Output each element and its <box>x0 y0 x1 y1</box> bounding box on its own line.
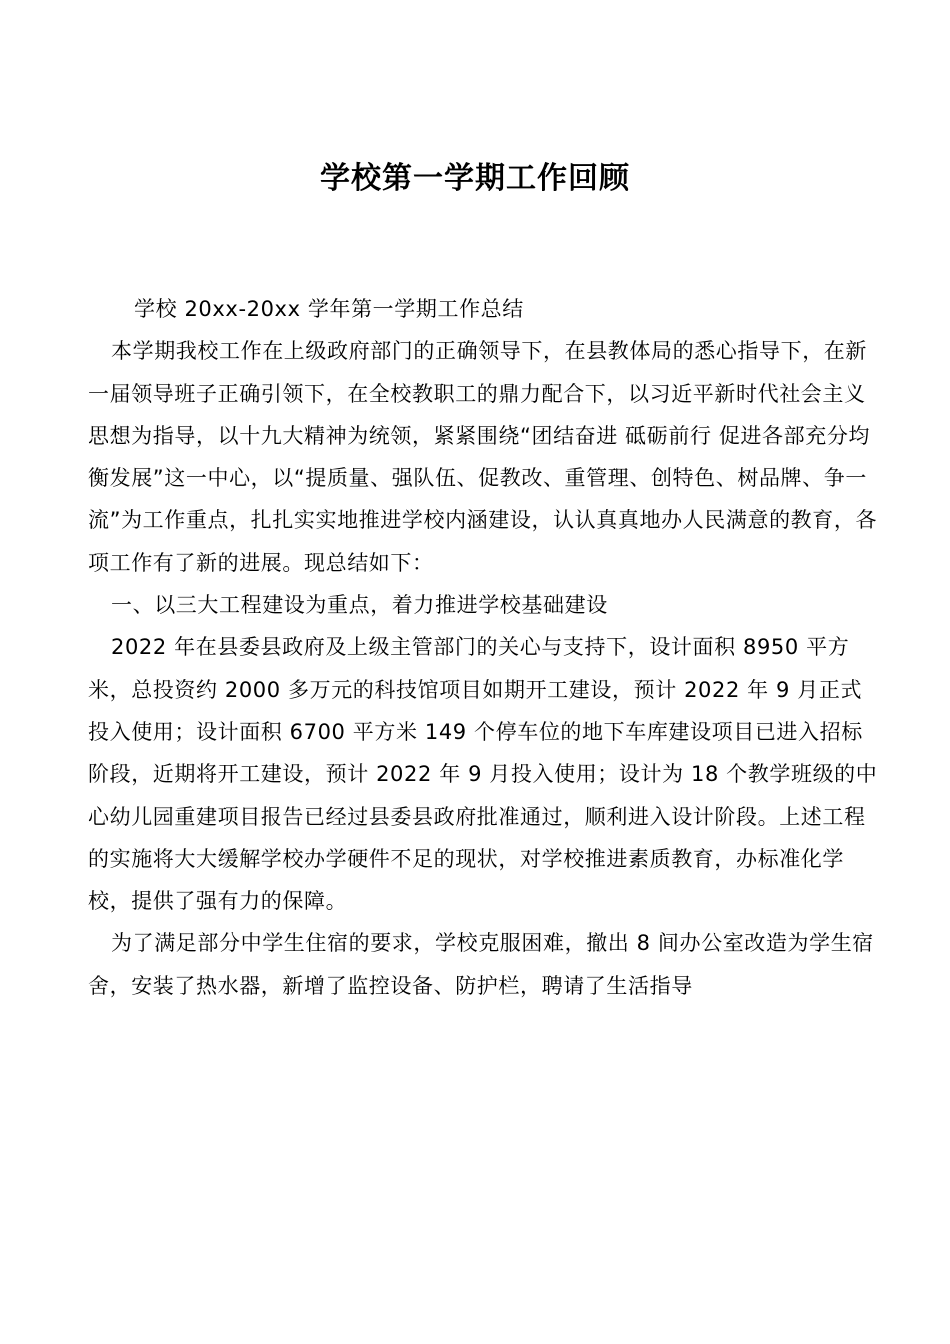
document-title: 学校第一学期工作回顾 <box>320 161 630 196</box>
paragraph-construction: 2022 年在县委县政府及上级主管部门的关心与支持下，设计面积 8950 平方米，总投资约 2000 多万元的科技馆项目如期开工建设，预计 2022 年 9 月正式投入使用；设计面积 6700 平方米 149 个停车位的地下车库建设项目已进入招标阶段，近期将开工建设，预计 2022 年 9 月投入使用；设计为 18 个教学班级的中心幼儿园重建项目报告已经过县委县政府批准通过，顺利进入设计阶段。上述工程的实施将大大缓解学校办学硬件不足的现状，对学校推进素质教育，办标准化学校，提供了强有力的保障。 <box>88 635 878 914</box>
document-subtitle: 学校 20xx-20xx 学年第一学期工作总结 <box>134 297 524 321</box>
section-heading-1: 一、以三大工程建设为重点，着力推进学校基础建设 <box>111 593 608 618</box>
paragraph-dormitory: 为了满足部分中学生住宿的要求，学校克服困难，撤出 8 间办公室改造为学生宿舍，安装了热水器，新增了监控设备、防护栏，聘请了生活指导 <box>88 931 874 998</box>
paragraph-intro: 本学期我校工作在上级政府部门的正确领导下，在县教体局的悉心指导下，在新一届领导班子正确引领下，在全校教职工的鼎力配合下，以习近平新时代社会主义思想为指导，以十九大精神为统领，紧紧围绕“团结奋进 砥砺前行 促进各部充分均衡发展”这一中心，以“提质量、强队伍、促教改、重管理、创特色、树品牌、争一流”为工作重点，扎扎实实地推进学校内涵建设，认认真真地办人民满意的教育，各项工作有了新的进展。现总结如下： <box>88 339 878 575</box>
document-body <box>88 288 878 1007</box>
